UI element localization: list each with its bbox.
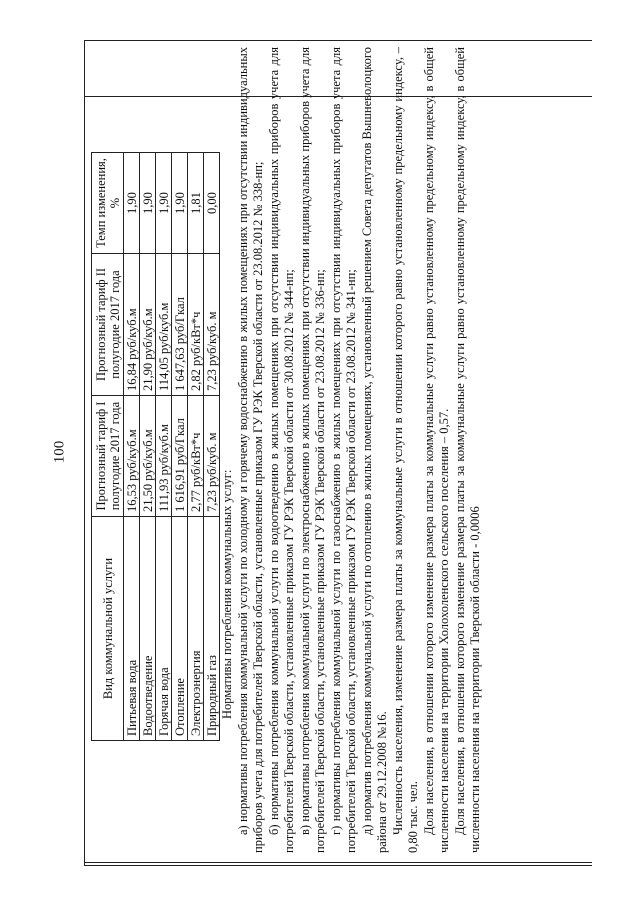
cell-change-rate: 1,81 bbox=[188, 153, 204, 254]
cell-tariff-h1: 16,53 руб/куб.м bbox=[124, 396, 140, 517]
cell-tariff-h1: 7,23 руб/куб. м bbox=[204, 396, 220, 517]
cell-tariff-h1: 111,93 руб/куб.м bbox=[156, 396, 172, 517]
table-row bbox=[172, 153, 188, 741]
table-row bbox=[140, 153, 156, 741]
table-row bbox=[156, 153, 172, 741]
cell-service: Горячая вода bbox=[156, 517, 172, 741]
paragraph-norm-heating: д) норматив потребления коммунальной услуги по отоплению в жилых помещениях, установленный решением Совета депутатов Вышневолоцкого района от 29.12.2008 №16. bbox=[359, 47, 389, 853]
frame-divider-bottom bbox=[84, 862, 592, 863]
paragraph-norms-heading: Нормативы потребления коммунальных услуг: bbox=[220, 469, 234, 719]
paragraph-population: Численность населения, изменение размера платы за коммунальные услуги в отношении которого равно установленному предельному индексу, – 0,80 тыс. чел. bbox=[390, 47, 420, 853]
header-service: Вид коммунальной услуги bbox=[92, 517, 124, 741]
cell-service: Отопление bbox=[172, 517, 188, 741]
cell-service: Электроэнергия bbox=[188, 517, 204, 741]
header-tariff-h1: Прогнозный тариф I полугодие 2017 года bbox=[92, 396, 124, 517]
cell-service: Природный газ bbox=[204, 517, 220, 741]
table-row bbox=[188, 153, 204, 741]
cell-change-rate: 1,90 bbox=[172, 153, 188, 254]
tariff-table bbox=[91, 152, 220, 741]
cell-service: Водоотведение bbox=[140, 517, 156, 741]
cell-change-rate: 0,00 bbox=[204, 153, 220, 254]
paragraph-share-settlement: Доля населения, в отношении которого изменение размера платы за коммунальные услуги равно установленному предельному индексу, в общей численности населения на территории Холохоленского сельского поселения – 0,57. bbox=[421, 47, 451, 853]
cell-change-rate: 1,90 bbox=[124, 153, 140, 254]
cell-change-rate: 1,90 bbox=[140, 153, 156, 254]
table-header-row bbox=[92, 153, 124, 741]
table-row bbox=[204, 153, 220, 741]
cell-service: Питьевая вода bbox=[124, 517, 140, 741]
cell-tariff-h1: 1 616,91 руб/Гкал bbox=[172, 396, 188, 517]
cell-tariff-h2: 7,23 руб/куб. м bbox=[204, 254, 220, 396]
cell-tariff-h2: 2,82 руб/кВт*ч bbox=[188, 254, 204, 396]
header-tariff-h2: Прогнозный тариф II полугодие 2017 года bbox=[92, 254, 124, 396]
paragraph-norm-drainage: б) нормативы потребления коммунальной услуги по водоотведению в жилых помещениях при отсутствии индивидуальных приборов учета для потребителей Тверской области, установленные приказом ГУ РЭК Тверской области от 30.08.2012 № 344-нп; bbox=[266, 47, 296, 853]
cell-tariff-h2: 1 647,63 руб/Гкал bbox=[172, 254, 188, 396]
cell-tariff-h1: 21,50 руб/куб.м bbox=[140, 396, 156, 517]
cell-tariff-h2: 21,90 руб/куб.м bbox=[140, 254, 156, 396]
cell-tariff-h2: 16,84 руб/куб.м bbox=[124, 254, 140, 396]
paragraph-norm-water: а) нормативы потребления коммунальной услуги по холодному и горячему водоснабжению в жилых помещениях при отсутствии индивидуальных приборов учета для потребителей Тверской области, установленные приказом ГУ РЭК Тверской области от 23.08.2012 № 338-нп; bbox=[235, 47, 265, 853]
body-text bbox=[220, 47, 484, 853]
cell-tariff-h1: 2,77 руб/кВт*ч bbox=[188, 396, 204, 517]
cell-tariff-h2: 114,05 руб/куб.м bbox=[156, 254, 172, 396]
paragraph-norm-electricity: в) нормативы потребления коммунальной услуги по электроснабжению в жилых помещениях при отсутствии индивидуальных приборов учета для потребителей Тверской области, установленные приказом ГУ РЭК Тверской области от 23.08.2012 № 336-нп; bbox=[297, 47, 327, 853]
rotated-content bbox=[91, 47, 587, 853]
table-row bbox=[124, 153, 140, 741]
cell-change-rate: 1,90 bbox=[156, 153, 172, 254]
header-change-rate: Темп изменения, % bbox=[92, 153, 124, 254]
paragraph-norm-gas: г) нормативы потребления коммунальной услуги по газоснабжению в жилых помещениях при отсутствии индивидуальных приборов учета для потребителей Тверской области, установленные приказом ГУ РЭК Тверской области от 23.08.2012 № 341-нп; bbox=[328, 47, 358, 853]
page-number: 100 bbox=[51, 440, 68, 464]
paragraph-share-region: Доля населения, в отношении которого изменение размера платы за коммунальные услуги равно установленному предельному индексу, в общей численности населения на территории Тверской области - 0,0006 bbox=[452, 47, 482, 853]
